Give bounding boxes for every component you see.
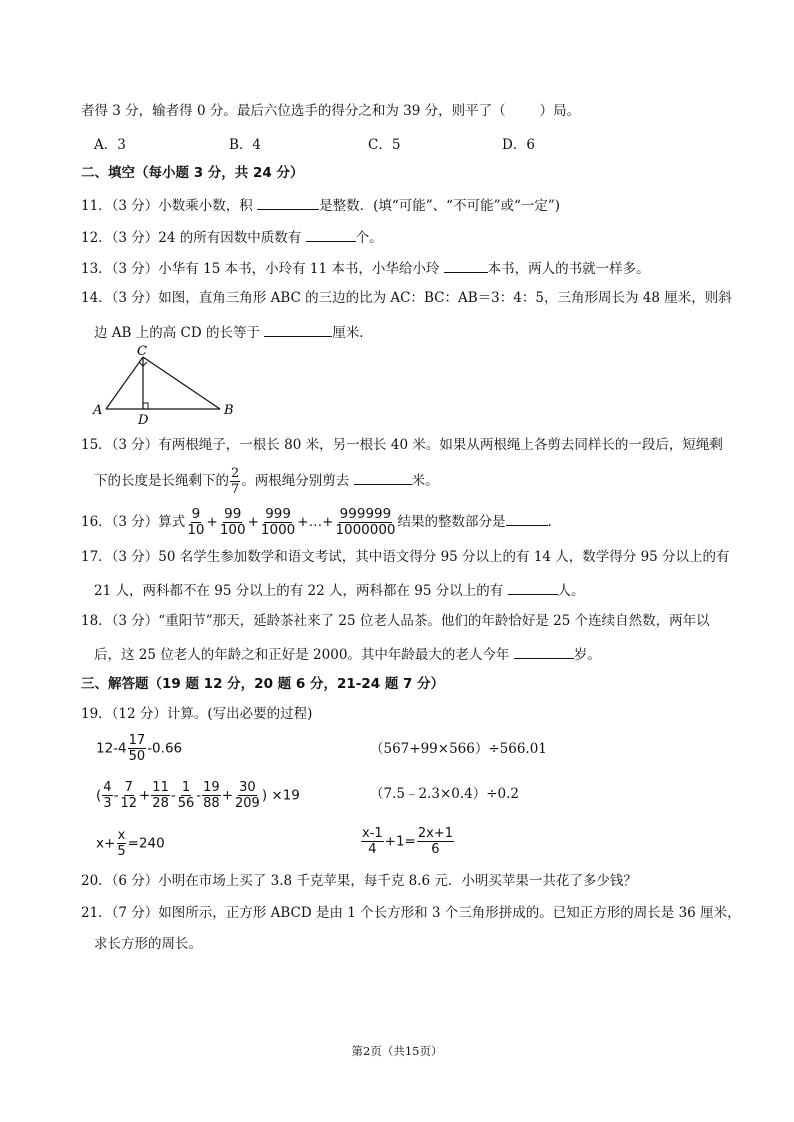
fraction: $\frac{2x+1}{6}$ [417, 826, 454, 857]
page-footer: 第2页（共15页） [351, 1044, 443, 1058]
question-17-line2: 21 人，两科都不在 95 分以上的有 22 人，两科都在 95 分以上的有 人。 [94, 580, 585, 600]
question-20: 20．（6 分）小明在市场上买了 3.8 千克苹果，每千克 8.6 元．小明买苹果一共花了多少钱？ [81, 873, 637, 889]
fraction-2-7: $\frac{2}{7}$ [231, 466, 240, 497]
answer-blank [506, 511, 548, 526]
question-12: 12．（3 分）24 的所有因数中质数有 个。 [81, 227, 383, 247]
question-18-line1: 18．（3 分）“重阳节”那天，延龄茶社来了 25 位老人品茶。他们的年龄恰好是 25 个连续自然数，两年以 [81, 613, 710, 629]
fraction: $\frac{11}{28}$ [152, 780, 169, 811]
label-c: C [137, 344, 147, 359]
expr-6: $\frac{x-1}{4}$ +1= $\frac{2x+1}{6}$ [362, 826, 454, 857]
right-triangle-figure [90, 342, 250, 428]
option-a: A．3 [94, 137, 126, 153]
fraction: $\frac{99}{100}$ [219, 506, 246, 538]
section-title-fill-in: 二、填空（每小题 3 分，共 24 分） [81, 165, 304, 181]
answer-blank [354, 470, 412, 485]
answer-blank [508, 580, 558, 595]
question-13: 13．（3 分）小华有 15 本书，小玲有 11 本书，小华给小玲 本书，两人的书就一样多。 [81, 258, 650, 278]
option-b: B．4 [229, 137, 262, 153]
label-b: B [224, 403, 234, 418]
option-d: D．6 [502, 137, 535, 153]
question-14-line2: 边 AB 上的高 CD 的长等于 厘米． [94, 322, 373, 342]
question-14-line1: 14．（3 分）如图，直角三角形 ABC 的三边的比为 AC：BC：AB＝3：4：5，三角形周长为 48 厘米，则斜 [81, 290, 732, 306]
fraction: $\frac{19}{88}$ [203, 780, 220, 811]
question-21-line1: 21．（7 分）如图所示，正方形 ABCD 是由 1 个长方形和 3 个三角形拼成的。已知正方形的周长是 36 厘米， [81, 905, 741, 921]
answer-blank [257, 195, 319, 210]
fraction: $\frac{1}{56}$ [177, 780, 195, 811]
label-a: A [93, 403, 103, 418]
answer-blank [306, 227, 356, 242]
expr-4: （7.5﹣2.3×0.4）÷0.2 [370, 786, 520, 802]
question-15-line2: 下的长度是长绳剩下的 $\frac{2}{7}$ 。两根绳分别剪去 米。 [94, 466, 439, 497]
answer-blank [444, 258, 488, 273]
fraction: $\frac{x}{5}$ [117, 828, 126, 859]
expr-2: （567+99×566）÷566.01 [370, 741, 547, 757]
question-16: 16．（3 分）算式 $\frac{9}{10}$ + $\frac{99}{100}$ + $\frac{999}{1000}$ +…+ $\frac{999999}{1000000}$ 结果的整数部分是 . [81, 506, 552, 538]
expr-1: 12-4 $\frac{17}{50}$ -0.66 [96, 733, 183, 764]
fraction: $\frac{9}{10}$ [187, 506, 205, 538]
q10-line: 者得 3 分，输者得 0 分。最后六位选手的得分之和为 39 分，则平了（ ）局。 [81, 103, 581, 119]
question-11: 11．（3 分）小数乘小数，积 是整数．(填“可能”、“不可能”或“一定”) [81, 195, 560, 215]
expr-5: x+ $\frac{x}{5}$ =240 [96, 828, 165, 859]
answer-blank [514, 644, 574, 659]
question-21-line2: 求长方形的周长。 [94, 936, 202, 952]
fraction: $\frac{x-1}{4}$ [362, 826, 383, 857]
option-c: C．5 [368, 137, 401, 153]
fraction: $\frac{7}{12}$ [120, 780, 137, 811]
question-19-title: 19．（12 分）计算。(写出必要的过程) [81, 706, 313, 722]
fraction: $\frac{4}{3}$ [103, 780, 112, 811]
fraction: $\frac{17}{50}$ [128, 733, 146, 764]
expr-3: ( $\frac{4}{3}$ - $\frac{7}{12}$ + $\frac{11}{28}$ - $\frac{1}{56}$ - $\frac{19}{88}$ + $\frac{30}{209}$ ) ×19 [96, 780, 300, 811]
label-d: D [138, 413, 149, 428]
question-18-line2: 后，这 25 位老人的年龄之和正好是 2000。其中年龄最大的老人今年 岁。 [94, 644, 601, 664]
fraction: $\frac{999999}{1000000}$ [335, 506, 396, 538]
question-15-line1: 15．（3 分）有两根绳子，一根长 80 米，另一根长 40 米。如果从两根绳上各剪去同样长的一段后，短绳剩 [81, 437, 723, 453]
fraction: $\frac{999}{1000}$ [260, 506, 296, 538]
question-17-line1: 17．（3 分）50 名学生参加数学和语文考试，其中语文得分 95 分以上的有 14 人，数学得分 95 分以上的有 [81, 549, 730, 565]
section-title-solve: 三、解答题（19 题 12 分，20 题 6 分，21-24 题 7 分） [81, 676, 445, 692]
fraction: $\frac{30}{209}$ [235, 780, 260, 811]
answer-blank [264, 322, 332, 337]
